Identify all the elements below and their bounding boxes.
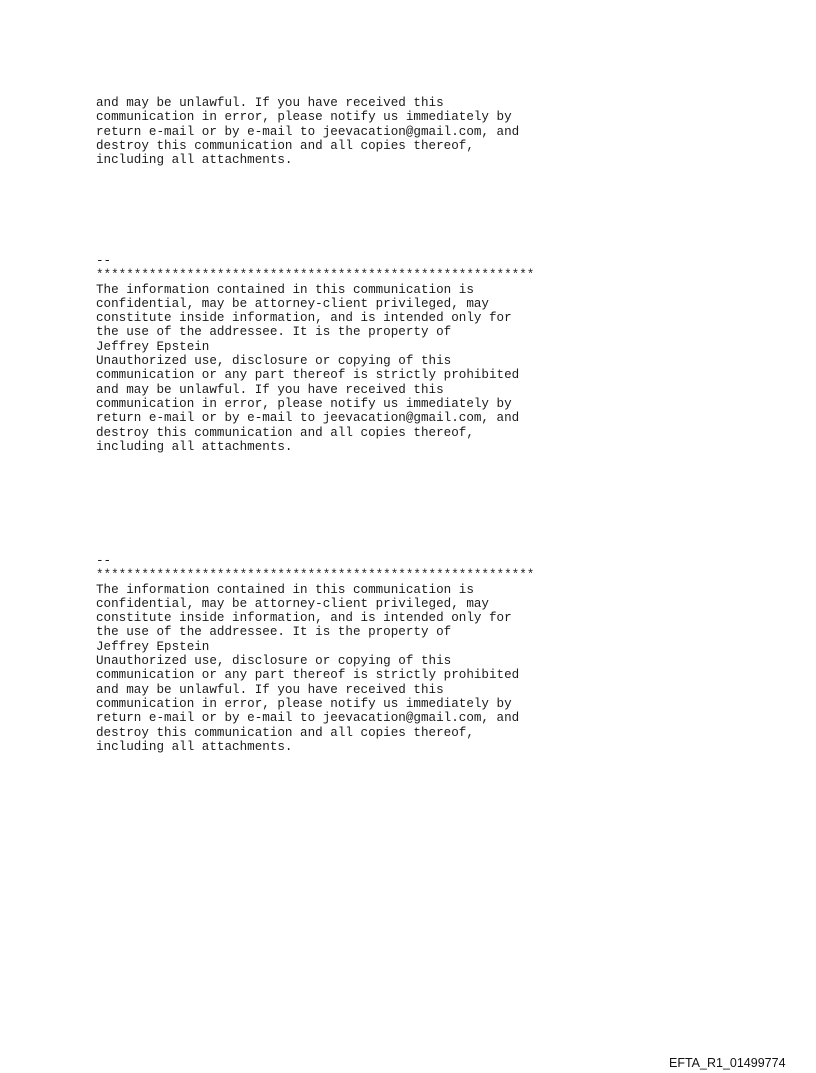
text-line: communication in error, please notify us immediately by: [96, 396, 512, 411]
text-line: including all attachments.: [96, 153, 293, 168]
text-line: Jeffrey Epstein: [96, 639, 210, 654]
text-line: and may be unlawful. If you have received this: [96, 382, 444, 397]
disclaimer-fragment: [96, 96, 519, 167]
text-line: and may be unlawful. If you have received this: [96, 96, 444, 110]
text-line: including all attachments.: [96, 439, 293, 454]
text-line: return e-mail or by e-mail to jeevacation@gmail.com, and: [96, 124, 520, 139]
text-line: confidential, may be attorney-client privileged, may: [96, 596, 489, 611]
text-line: including all attachments.: [96, 739, 293, 754]
text-line: the use of the addressee. It is the property of: [96, 325, 452, 340]
document-id: EFTA_R1_01499774: [669, 1056, 786, 1070]
text-line: Unauthorized use, disclosure or copying of this: [96, 354, 452, 369]
text-line: return e-mail or by e-mail to jeevacation@gmail.com, and: [96, 411, 520, 426]
text-line: The information contained in this communication is: [96, 282, 474, 297]
text-line: destroy this communication and all copies thereof,: [96, 425, 474, 440]
text-line: constitute inside information, and is intended only for: [96, 311, 512, 326]
text-line: destroy this communication and all copies thereof,: [96, 725, 474, 740]
text-line: Jeffrey Epstein: [96, 339, 210, 354]
text-line: the use of the addressee. It is the property of: [96, 625, 452, 640]
confidentiality-notice: [96, 554, 534, 754]
text-line: communication in error, please notify us immediately by: [96, 696, 512, 711]
text-line: communication or any part thereof is strictly prohibited: [96, 668, 520, 683]
signature-separator: --: [96, 554, 112, 568]
signature-separator: --: [96, 254, 112, 268]
asterisk-rule: **********************************************************: [96, 268, 535, 283]
text-line: The information contained in this communication is: [96, 582, 474, 597]
asterisk-rule: **********************************************************: [96, 568, 535, 583]
text-line: confidential, may be attorney-client privileged, may: [96, 296, 489, 311]
confidentiality-notice: [96, 254, 534, 454]
text-line: communication in error, please notify us immediately by: [96, 110, 512, 125]
text-line: communication or any part thereof is strictly prohibited: [96, 368, 520, 383]
text-line: and may be unlawful. If you have received this: [96, 682, 444, 697]
text-line: return e-mail or by e-mail to jeevacation@gmail.com, and: [96, 711, 520, 726]
text-line: constitute inside information, and is intended only for: [96, 611, 512, 626]
text-line: destroy this communication and all copies thereof,: [96, 138, 474, 153]
text-line: Unauthorized use, disclosure or copying of this: [96, 654, 452, 669]
